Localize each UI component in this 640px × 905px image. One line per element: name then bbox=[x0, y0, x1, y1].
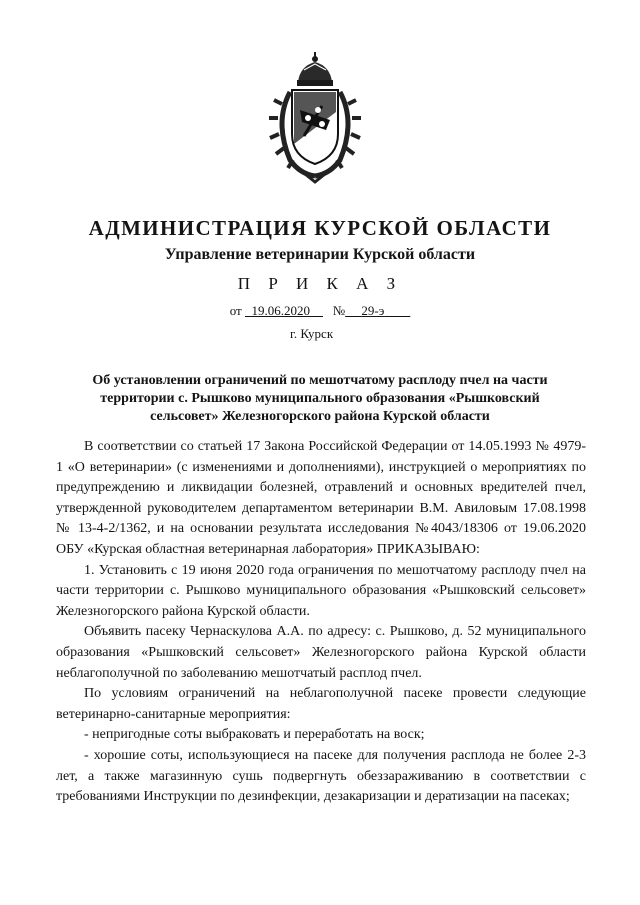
number-prefix: № bbox=[332, 303, 346, 318]
order-number-line bbox=[0, 303, 640, 319]
paragraph-measure-1: - непригодные соты выбраковать и переработать на воск; bbox=[84, 727, 425, 743]
order-date: 19.06.2020 bbox=[251, 303, 310, 318]
order-number: 29-э bbox=[361, 303, 385, 318]
order-title: Об установлении ограничений по мешотчатому расплоду пчел на части территории с. Рышково муниципального образования «Рышковский сельсовет» Железногорского района Курской области bbox=[92, 373, 548, 424]
city: г. Курск bbox=[290, 326, 334, 341]
coat-of-arms-icon bbox=[260, 52, 370, 184]
document-type: П Р И К А З bbox=[237, 274, 403, 293]
paragraph-preamble: В соответствии со статьей 17 Закона Российской Федерации от 14.05.1993 № 4979-1 «О ветеринарии» (с изменениями и дополнениями), инструкцией о мероприятиях по предупреждению и ликвидации болезней, отравлений и основных вредителей пчел, утвержденной руководителем департаментом ветеринарии В.М. Авиловым 17.08.1998 № 13-4-2/1362, и на основании результата исследования №4043/18306 от 19.06.2020 ОБУ «Курская областная ветеринарная лаборатория» ПРИКАЗЫВАЮ: bbox=[56, 439, 586, 557]
paragraph-measures: По условиям ограничений на неблагополучной пасеке провести следующие ветеринарно-санитарные мероприятия: bbox=[56, 686, 586, 722]
paragraph-apiary: Объявить пасеку Чернаскулова А.А. по адресу: с. Рышково, д. 52 муниципального образования «Рышковский сельсовет» Железногорского района Курской области неблагополучной по заболеванию мешотчатый расплод пчел. bbox=[56, 624, 586, 681]
paragraph-item-1: 1. Установить с 19 июня 2020 года ограничения по мешотчатому расплоду пчел на части территории с. Рышково муниципального образования «Рышковский сельсовет» Железногорского района Курской области. bbox=[56, 562, 586, 619]
organization-name: АДМИНИСТРАЦИЯ КУРСКОЙ ОБЛАСТИ bbox=[88, 216, 552, 240]
date-prefix: от bbox=[229, 303, 242, 318]
order-body bbox=[56, 437, 586, 808]
paragraph-measure-2: - хорошие соты, использующиеся на пасеке для получения расплода не более 2-3 лет, а также магазинную сушь подвергнуть обеззараживанию в соответствии с требованиями Инструкции по дезинфекции, дезакаризации и дератизации на пасеках; bbox=[56, 747, 586, 805]
department-name: Управление ветеринарии Курской области bbox=[164, 246, 476, 263]
